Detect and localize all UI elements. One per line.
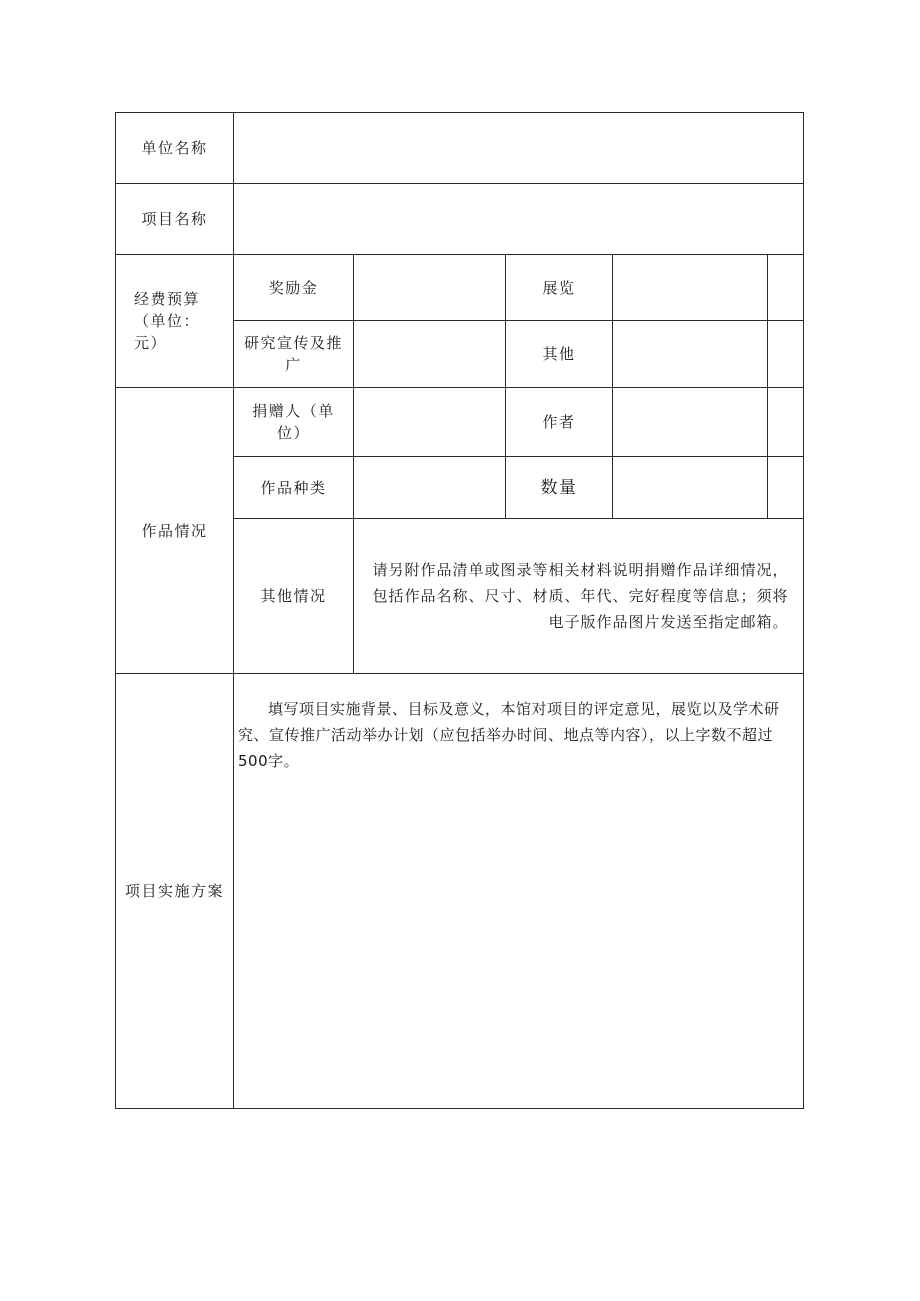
works-label: 作品情况 xyxy=(115,387,234,674)
award-field[interactable] xyxy=(353,254,506,321)
other-info-field[interactable] xyxy=(353,518,804,674)
author-field[interactable] xyxy=(612,387,768,457)
author-extra-field[interactable] xyxy=(767,387,804,457)
plan-instructions: 填写项目实施背景、目标及意义，本馆对项目的评定意见，展览以及学术研究、宣传推广活动举办计划（应包括举办时间、地点等内容），以上字数不超过500字。 xyxy=(238,700,780,770)
application-form xyxy=(115,112,804,1109)
donor-field[interactable] xyxy=(353,387,506,457)
quantity-field[interactable] xyxy=(612,456,768,519)
exhibition-label: 展览 xyxy=(505,254,613,321)
exhibition-field[interactable] xyxy=(612,254,768,321)
other-info-note: 请另附作品清单或图录等相关材料说明捐赠作品详细情况，包括作品名称、尺寸、材质、年代、完好程度等信息；须将电子版作品图片发送至指定邮箱。 xyxy=(372,561,789,631)
category-label: 作品种类 xyxy=(233,456,354,519)
unit-name-field[interactable] xyxy=(233,112,804,184)
unit-name-label: 单位名称 xyxy=(115,112,234,184)
project-name-label: 项目名称 xyxy=(115,183,234,255)
plan-label: 项目实施方案 xyxy=(115,673,234,1109)
other-budget-label: 其他 xyxy=(505,320,613,388)
other-budget-extra-field[interactable] xyxy=(767,320,804,388)
budget-label: 经费预算（单位：元） xyxy=(115,254,234,388)
project-name-field[interactable] xyxy=(233,183,804,255)
award-label: 奖励金 xyxy=(233,254,354,321)
quantity-label: 数量 xyxy=(505,456,613,519)
research-field[interactable] xyxy=(353,320,506,388)
other-budget-field[interactable] xyxy=(612,320,768,388)
exhibition-extra-field[interactable] xyxy=(767,254,804,321)
donor-label: 捐赠人（单位） xyxy=(233,387,354,457)
research-label: 研究宣传及推广 xyxy=(233,320,354,388)
quantity-extra-field[interactable] xyxy=(767,456,804,519)
plan-field[interactable] xyxy=(233,673,804,1109)
category-field[interactable] xyxy=(353,456,506,519)
other-info-label: 其他情况 xyxy=(233,518,354,674)
author-label: 作者 xyxy=(505,387,613,457)
